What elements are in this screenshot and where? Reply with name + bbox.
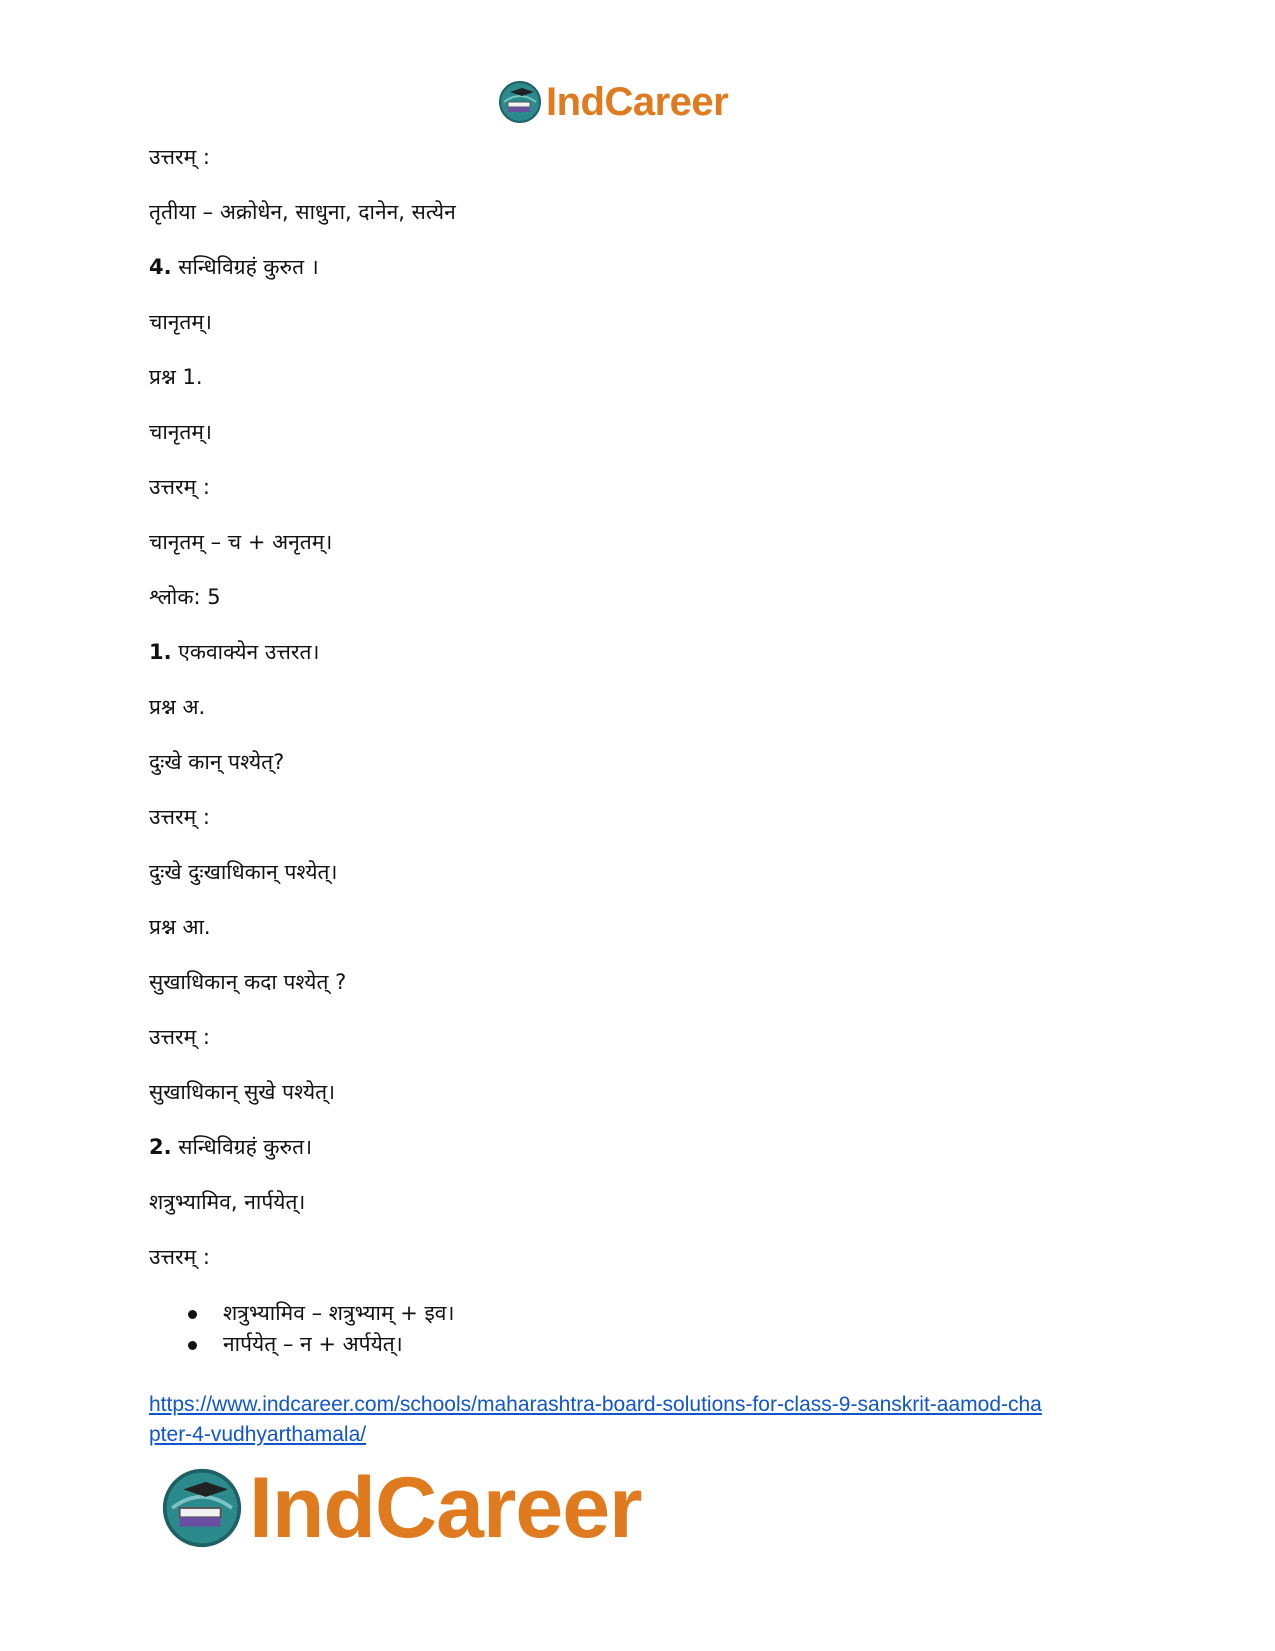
line-text: उत्तरम् : — [149, 145, 210, 169]
source-link-line-2[interactable]: pter-4-vudhyarthamala/ — [149, 1423, 367, 1446]
line-text: एकवाक्येन उत्तरत। — [171, 640, 320, 664]
line-text: प्रश्न 1. — [149, 365, 203, 389]
line-text: दुःखे कान् पश्येत्? — [149, 750, 285, 774]
bullet-icon — [188, 1310, 197, 1319]
text-line — [149, 418, 1149, 446]
text-line — [149, 198, 1149, 226]
text-line — [149, 473, 1149, 501]
footer-logo — [161, 1460, 642, 1556]
line-text: सुखाधिकान् सुखे पश्येत्। — [149, 1080, 336, 1104]
list-item — [149, 1329, 1149, 1360]
source-link-line-1[interactable]: https://www.indcareer.com/schools/maharashtra-board-solutions-for-class-9-sanskrit-aamod-cha — [149, 1393, 1042, 1416]
text-line — [149, 638, 1149, 666]
list-item-text: शत्रुभ्यामिव – शत्रुभ्याम् + इव। — [223, 1301, 455, 1325]
document-body — [149, 143, 1149, 1360]
list-item-text: नार्पयेत् – न + अर्पयेत्। — [223, 1332, 403, 1356]
line-text: दुःखे दुःखाधिकान् पश्येत्। — [149, 860, 338, 884]
text-line — [149, 308, 1149, 336]
text-line — [149, 748, 1149, 776]
line-text: चानृतम् – च + अनृतम्। — [149, 530, 333, 554]
bullet-icon — [188, 1341, 197, 1350]
globe-logo-icon — [498, 80, 542, 124]
line-text: सुखाधिकान् कदा पश्येत् ? — [149, 970, 347, 994]
line-text: उत्तरम् : — [149, 1025, 210, 1049]
line-text: तृतीया – अक्रोधेन, साधुना, दानेन, सत्येन — [149, 200, 456, 224]
text-line — [149, 1243, 1149, 1271]
text-line — [149, 858, 1149, 886]
source-link[interactable] — [149, 1390, 1149, 1450]
line-text: चानृतम्। — [149, 310, 212, 334]
line-text: सन्धिविग्रहं कुरुत । — [171, 255, 319, 279]
text-line — [149, 693, 1149, 721]
line-number: 1. — [149, 640, 172, 664]
line-text: चानृतम्। — [149, 420, 212, 444]
text-line — [149, 1133, 1149, 1161]
line-text: शत्रुभ्यामिव, नार्पयेत्। — [149, 1190, 306, 1214]
line-text: उत्तरम् : — [149, 475, 210, 499]
text-line — [149, 528, 1149, 556]
text-line — [149, 143, 1149, 171]
line-text: प्रश्न आ. — [149, 915, 211, 939]
text-line — [149, 583, 1149, 611]
text-line — [149, 913, 1149, 941]
footer-logo-text: IndCareer — [249, 1460, 642, 1556]
line-number: 2. — [149, 1135, 172, 1159]
text-line — [149, 363, 1149, 391]
answer-bullet-list — [149, 1298, 1149, 1360]
text-line — [149, 968, 1149, 996]
globe-logo-icon — [161, 1467, 243, 1549]
text-line — [149, 803, 1149, 831]
list-item — [149, 1298, 1149, 1329]
header-logo-text: IndCareer — [546, 80, 729, 124]
line-text: उत्तरम् : — [149, 1245, 210, 1269]
text-line — [149, 1188, 1149, 1216]
line-number: 4. — [149, 255, 172, 279]
line-text: उत्तरम् : — [149, 805, 210, 829]
line-text: सन्धिविग्रहं कुरुत। — [171, 1135, 313, 1159]
text-line — [149, 1078, 1149, 1106]
text-line — [149, 1023, 1149, 1051]
text-line — [149, 253, 1149, 281]
header-logo — [498, 78, 728, 126]
line-text: प्रश्न अ. — [149, 695, 206, 719]
line-text: श्लोक: 5 — [149, 585, 221, 609]
